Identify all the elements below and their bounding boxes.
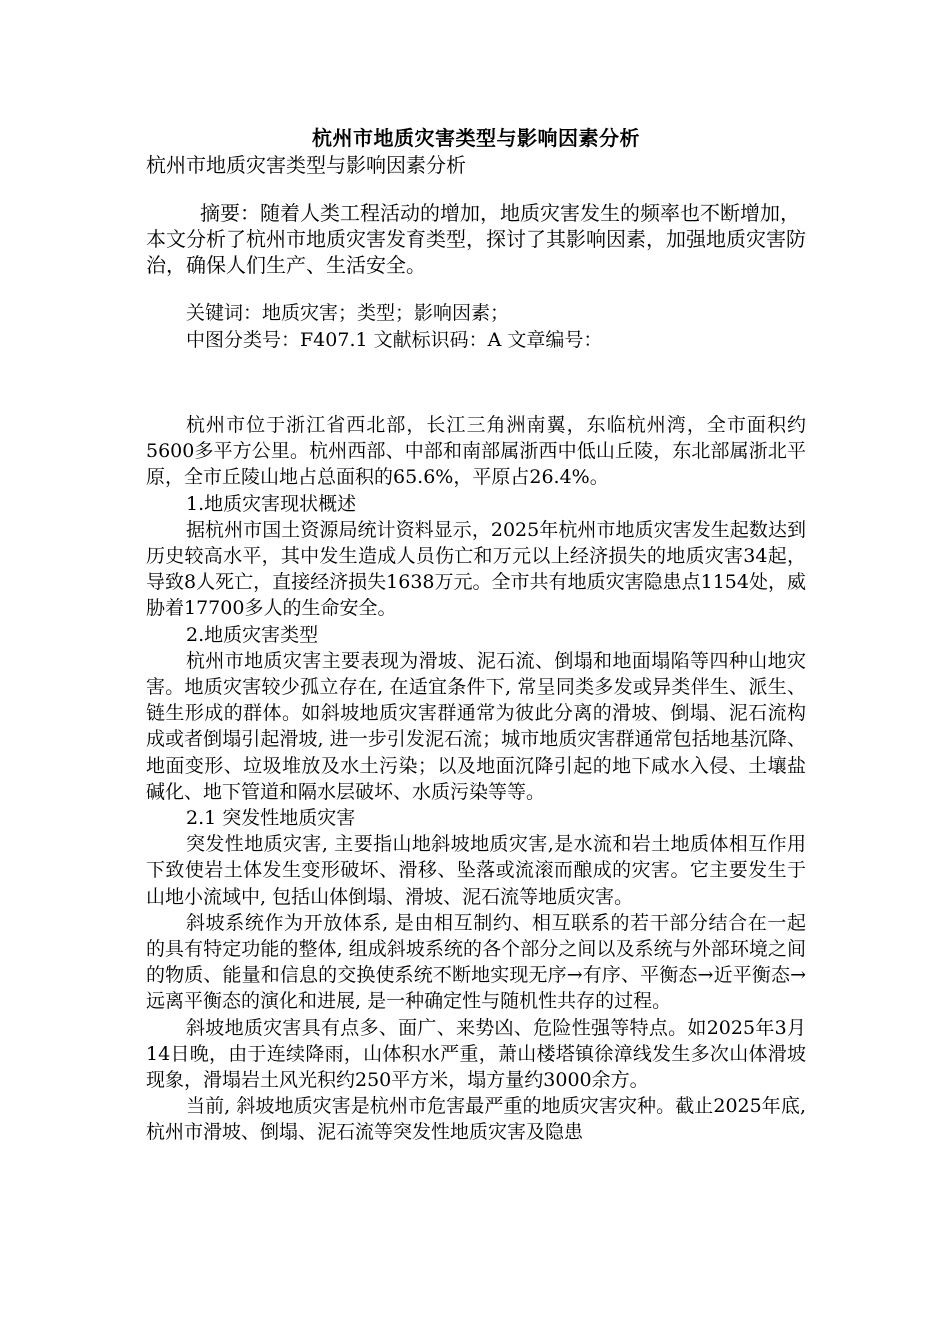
section-heading-2-1: 2.1 突发性地质灾害 (186, 807, 356, 830)
document-subtitle: 杭州市地质灾害类型与影响因素分析 (146, 153, 466, 177)
sudden-disaster-paragraph: 突发性地质灾害, 主要指山地斜坡地质灾害,是水流和岩土地质体相互作用下致使岩土体发生变形破坏、滑移、坠落或流滚而酿成的灾害。它主要发生于山地小流域中, 包括山体倒塌、滑坡、泥石流等地质灾害。 (146, 833, 806, 908)
classification-line: 中图分类号：F407.1 文献标识码：A 文章编号： (186, 329, 603, 351)
status-paragraph: 据杭州市国土资源局统计资料显示，2025年杭州市地质灾害发生起数达到历史较高水平，其中发生造成人员伤亡和万元以上经济损失的地质灾害34起，导致8人死亡，直接经济损失1638万元。全市共有地质灾害隐患点1154处，威胁着17700多人的生命安全。 (146, 518, 806, 620)
keywords-line: 关键词：地质灾害；类型；影响因素； (186, 302, 510, 324)
slope-system-paragraph: 斜坡系统作为开放体系, 是由相互制约、相互联系的若干部分结合在一起的具有特定功能的整体, 组成斜坡系统的各个部分之间以及系统与外部环境之间的物质、能量和信息的交换使系统不断地实现无序→有序、平衡态→近平衡态→远离平衡态的演化和进展, 是一种确定性与随机性共存的过程。 (146, 911, 806, 1013)
abstract-paragraph: 摘要：随着人类工程活动的增加，地质灾害发生的频率也不断增加，本文分析了杭州市地质灾害发育类型，探讨了其影响因素，加强地质灾害防治，确保人们生产、生活安全。 (146, 201, 806, 277)
intro-paragraph: 杭州市位于浙江省西北部，长江三角洲南翼，东临杭州湾，全市面积约5600多平方公里。杭州西部、中部和南部属浙西中低山丘陵，东北部属浙北平原，全市丘陵山地占总面积的65.6%，平原占26.4%。 (146, 414, 806, 489)
section-heading-1: 1.地质灾害现状概述 (186, 492, 357, 515)
slope-features-paragraph: 斜坡地质灾害具有点多、面广、来势凶、危险性强等特点。如2025年3月14日晚，由于连续降雨，山体积水严重，萧山楼塔镇徐漳线发生多次山体滑坡现象，滑塌岩土风光积约250平方米，塌方量约3000余方。 (146, 1016, 806, 1092)
document-page (146, 124, 806, 1146)
body-text (146, 412, 806, 1146)
document-title: 杭州市地质灾害类型与影响因素分析 (312, 126, 640, 150)
types-paragraph: 杭州市地质灾害主要表现为滑坡、泥石流、倒塌和地面塌陷等四种山地灾害。地质灾害较少孤立存在, 在适宜条件下, 常呈同类多发或异类伴生、派生、链生形成的群体。如斜坡地质灾害群通常为彼此分离的滑坡、倒塌、泥石流构成或者倒塌引起滑坡, 进一步引发泥石流；城市地质灾害群通常包括地基沉降、地面变形、垃圾堆放及水土污染；以及地面沉降引起的地下咸水入侵、土壤盐碱化、地下管道和隔水层破坏、水质污染等等。 (146, 649, 806, 803)
current-situation-paragraph: 当前, 斜坡地质灾害是杭州市危害最严重的地质灾害灾种。截止2025年底, 杭州市滑坡、倒塌、泥石流等突发性地质灾害及隐患 (146, 1095, 806, 1144)
section-heading-2: 2.地质灾害类型 (186, 623, 319, 646)
